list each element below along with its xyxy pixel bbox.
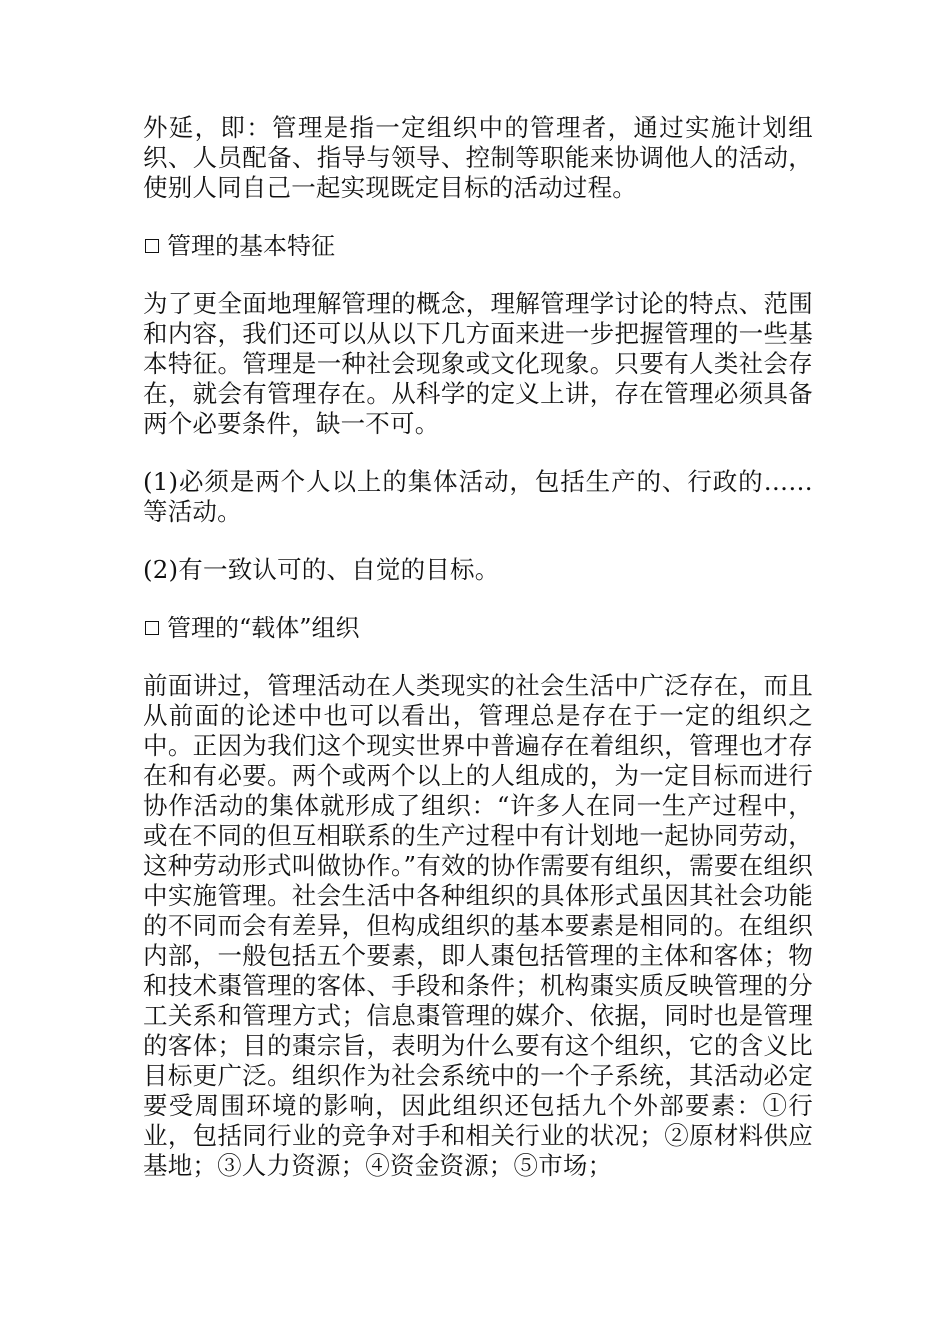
paragraph-basic-features: 为了更全面地理解管理的概念，理解管理学讨论的特点、范围和内容，我们还可以从以下几方面来进一步把握管理的一些基本特征。管理是一种社会现象或文化现象。只要有人类社会存在，就会有管理存在。从科学的定义上讲，存在管理必须具备两个必要条件，缺一不可。 xyxy=(143,289,813,438)
section-heading-basic-features xyxy=(143,231,813,261)
heading-text: 管理的基本特征 xyxy=(167,232,335,260)
paragraph-organization: 前面讲过，管理活动在人类现实的社会生活中广泛存在，而且从前面的论述中也可以看出，管理总是存在于一定的组织之中。正因为我们这个现实世界中普遍存在着组织，管理也才存在和有必要。两个或两个以上的人组成的，为一定目标而进行协作活动的集体就形成了组织：“许多人在同一生产过程中，或在不同的但互相联系的生产过程中有计划地一起协同劳动，这种劳动形式叫做协作。”有效的协作需要有组织，需要在组织中实施管理。社会生活中各种组织的具体形式虽因其社会功能的不同而会有差异，但构成组织的基本要素是相同的。在组织内部，一般包括五个要素，即人棗包括管理的主体和客体；物和技术棗管理的客体、手段和条件；机构棗实质反映管理的分工关系和管理方式；信息棗管理的媒介、依据，同时也是管理的客体；目的棗宗旨，表明为什么要有这个组织，它的含义比目标更广泛。组织作为社会系统中的一个子系统，其活动必定要受周围环境的影响，因此组织还包括九个外部要素：①行业，包括同行业的竞争对手和相关行业的状况；②原材料供应基地；③人力资源；④资金资源；⑤市场； xyxy=(143,671,813,1180)
checkbox-icon xyxy=(145,239,159,253)
checkbox-icon xyxy=(145,621,159,635)
paragraph-management-definition: 外延，即：管理是指一定组织中的管理者，通过实施计划组织、人员配备、指导与领导、控制等职能来协调他人的活动，使别人同自己一起实现既定目标的活动过程。 xyxy=(143,113,813,202)
heading-text: 管理的“载体”组织 xyxy=(167,614,360,642)
section-heading-organization-carrier xyxy=(143,613,813,643)
list-item-condition-2: (2)有一致认可的、自觉的目标。 xyxy=(143,555,500,584)
document-page xyxy=(143,113,813,1181)
list-item-condition-1: (1)必须是两个人以上的集体活动，包括生产的、行政的……等活动。 xyxy=(143,467,813,526)
